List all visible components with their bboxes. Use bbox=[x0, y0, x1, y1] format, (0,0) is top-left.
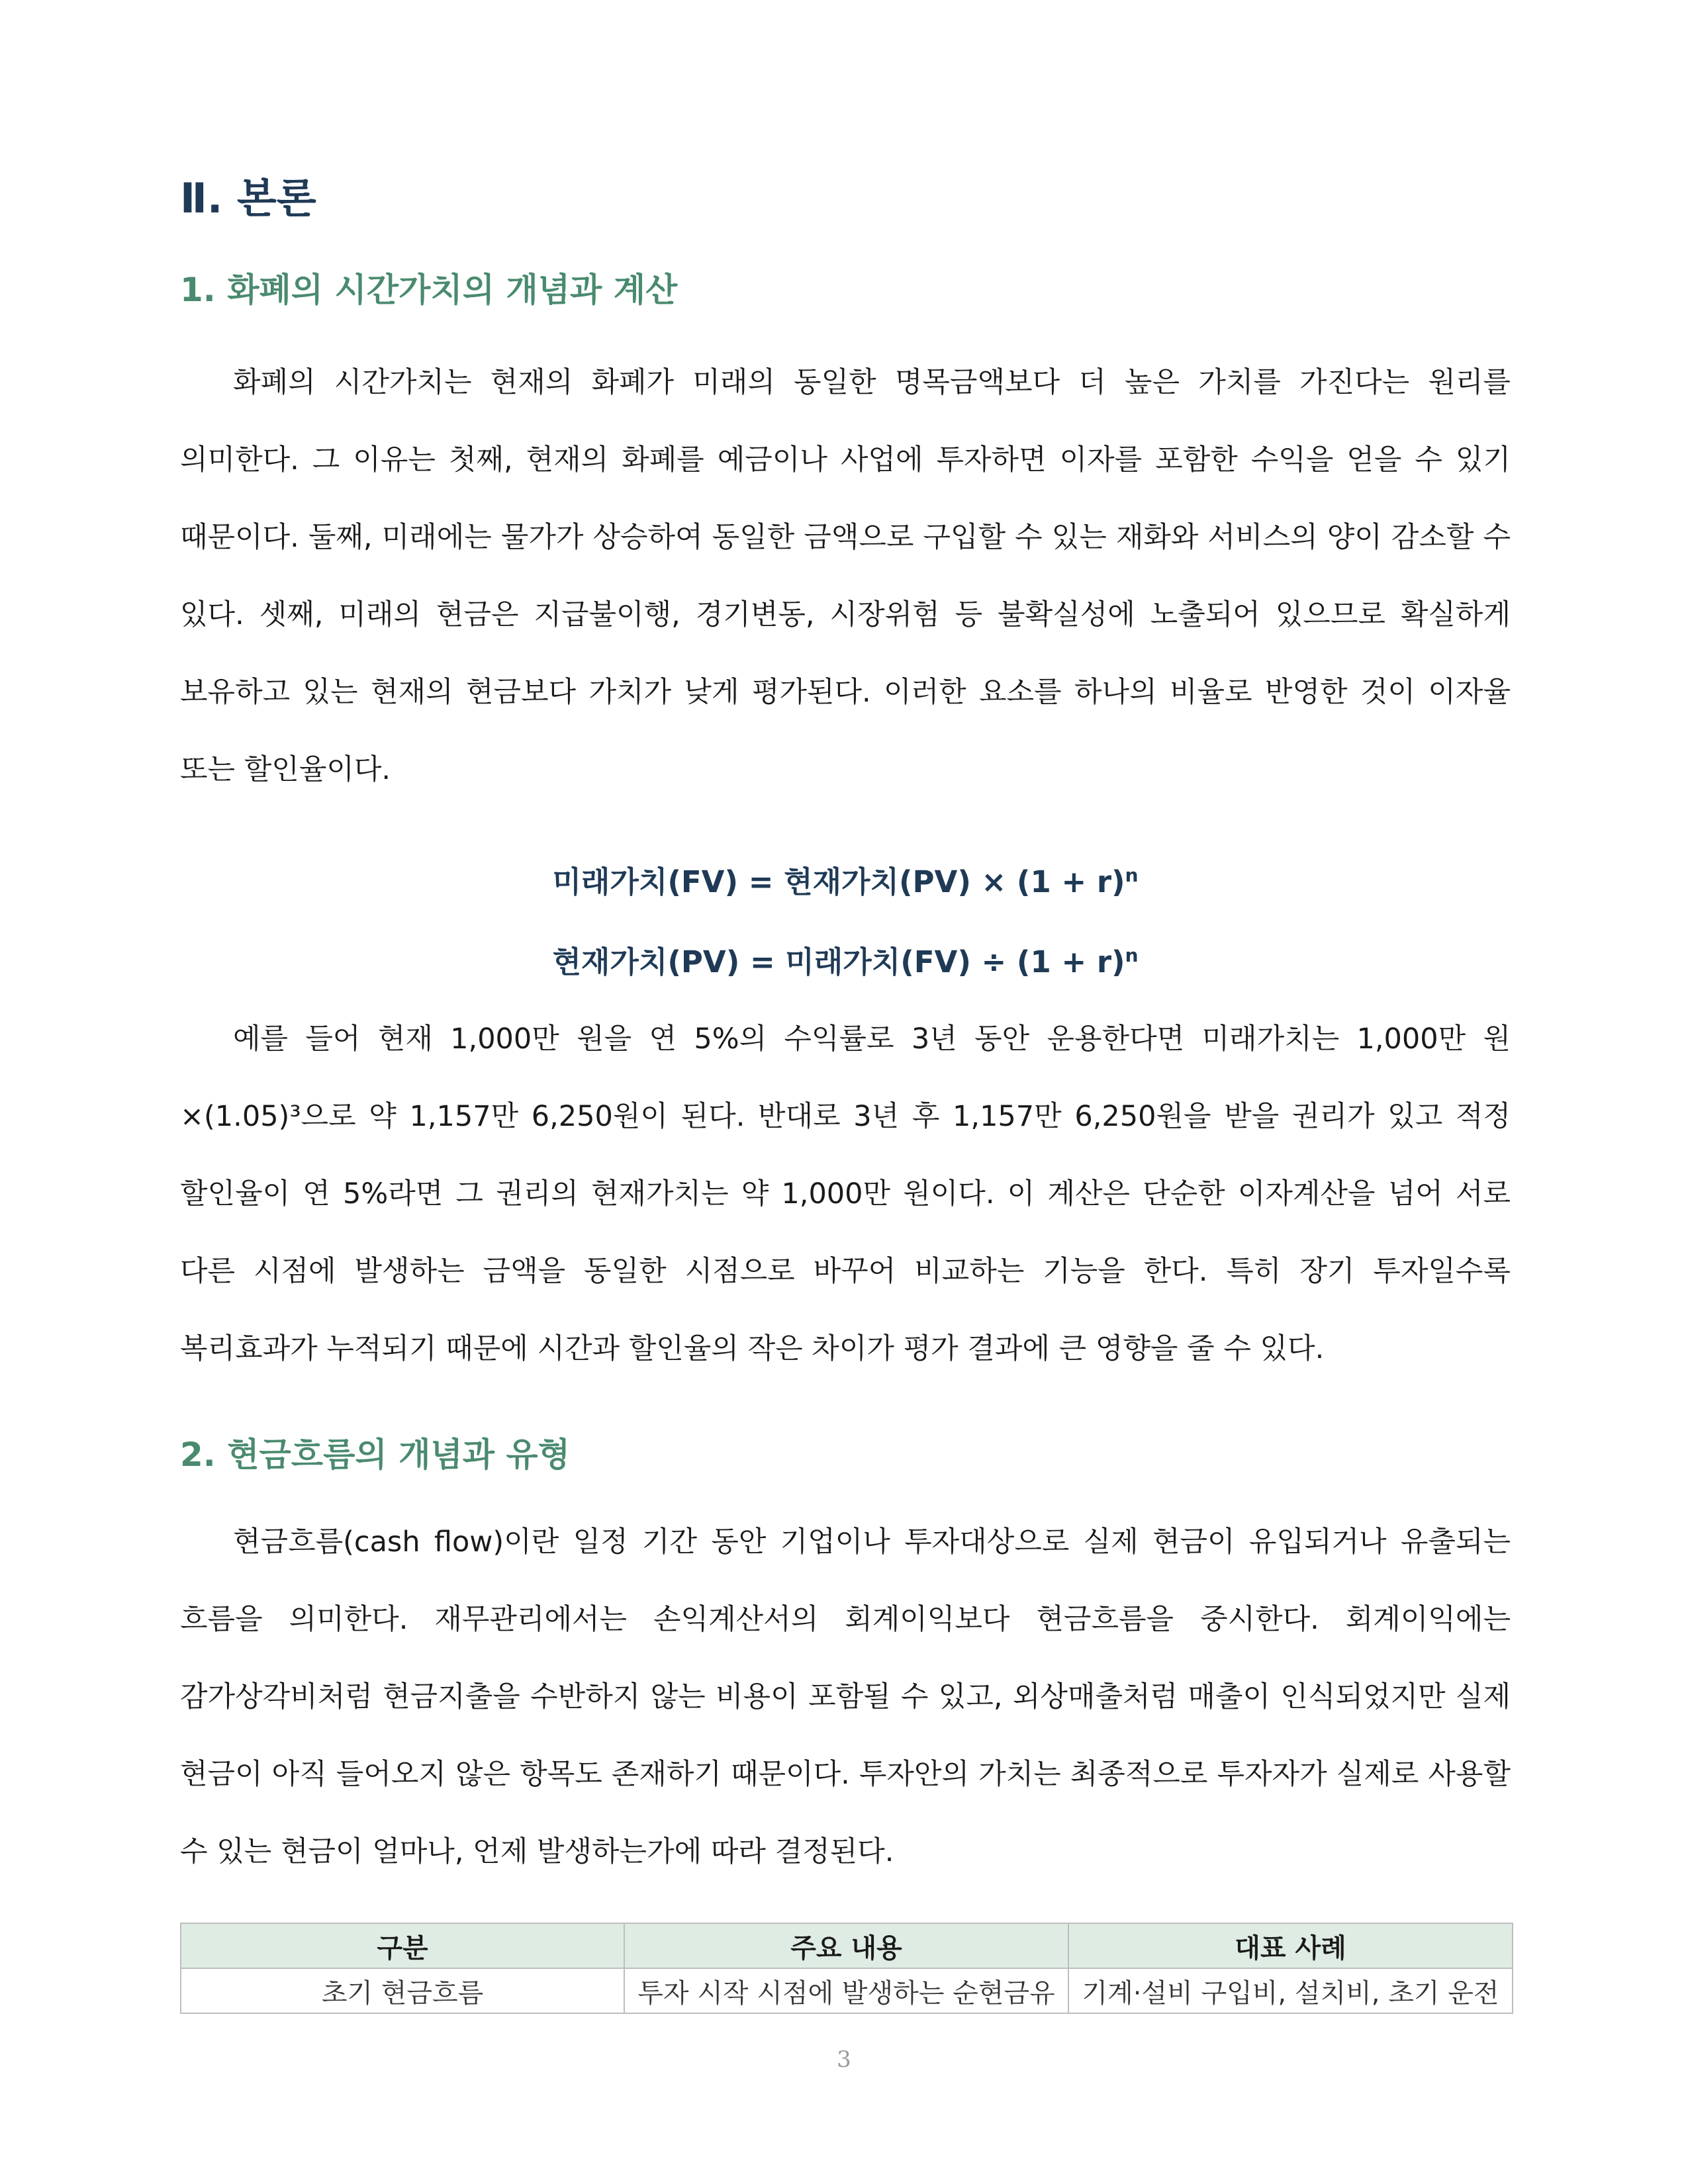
formula-present-value-text: 현재가치(PV) = 미래가치(FV) ÷ (1 + r) bbox=[552, 944, 1125, 979]
formula-future-value-text: 미래가치(FV) = 현재가치(PV) × (1 + r) bbox=[552, 864, 1125, 899]
table-cell-example: 기계·설비 구입비, 설치비, 초기 운전 bbox=[1068, 1968, 1513, 2013]
table-cell-category: 초기 현금흐름 bbox=[181, 1968, 624, 2013]
table-header-content: 주요 내용 bbox=[624, 1923, 1068, 1968]
main-heading: Ⅱ. 본론 bbox=[180, 174, 316, 222]
section2-paragraph-1: 현금흐름(cash flow)이란 일정 기간 동안 기업이나 투자대상으로 실제 현금이 유입되거나 유출되는 흐름을 의미한다. 재무관리에서는 손익계산서의 회계이익보다 현금흐름을 중시한다. 회계이익에는 감가상각비처럼 현금지출을 수반하지 않는 비용이 포함될 수 있고, 외상매출처럼 매출이 인식되었지만 실제 현금이 아직 들어오지 않은 항목도 존재하기 때문이다. 투자안의 가치는 최종적으로 투자자가 실제로 사용할 수 있는 현금이 얼마나, 언제 발생하는가에 따라 결정된다. bbox=[180, 1525, 1511, 1868]
formula-future-value bbox=[180, 849, 1511, 909]
section1-paragraph-2: 예를 들어 현재 1,000만 원을 연 5%의 수익률로 3년 동안 운용한다면 미래가치는 1,000만 원×(1.05)³으로 약 1,157만 6,250원이 된다. 반대로 3년 후 1,157만 6,250원을 받을 권리가 있고 적정 할인율이 연 5%라면 그 권리의 현재가치는 약 1,000만 원이다. 이 계산은 단순한 이자계산을 넘어 서로 다른 시점에 발생하는 금액을 동일한 시점으로 바꾸어 비교하는 기능을 한다. 특히 장기 투자일수록 복리효과가 누적되기 때문에 시간과 할인율의 작은 차이가 평가 결과에 큰 영향을 줄 수 있다. bbox=[180, 1023, 1511, 1365]
section1-heading: 1. 화폐의 시간가치의 개념과 계산 bbox=[180, 271, 678, 309]
formula-future-value-exponent: n bbox=[1125, 864, 1139, 886]
page-number: 3 bbox=[837, 2046, 851, 2073]
table-header-category: 구분 bbox=[181, 1923, 624, 1968]
formula-present-value bbox=[180, 929, 1511, 989]
section1-paragraph-1: 화폐의 시간가치는 현재의 화폐가 미래의 동일한 명목금액보다 더 높은 가치를 가진다는 원리를 의미한다. 그 이유는 첫째, 현재의 화폐를 예금이나 사업에 투자하면 이자를 포함한 수익을 얻을 수 있기 때문이다. 둘째, 미래에는 물가가 상승하여 동일한 금액으로 구입할 수 있는 재화와 서비스의 양이 감소할 수 있다. 셋째, 미래의 현금은 지급불이행, 경기변동, 시장위험 등 불확실성에 노출되어 있으므로 확실하게 보유하고 있는 현재의 현금보다 가치가 낮게 평가된다. 이러한 요소를 하나의 비율로 반영한 것이 이자율 또는 할인율이다. bbox=[180, 366, 1511, 786]
table-cell-content: 투자 시작 시점에 발생하는 순현금유 bbox=[624, 1968, 1068, 2013]
table-header-row bbox=[181, 1923, 1513, 1968]
formula-present-value-exponent: n bbox=[1125, 944, 1139, 966]
section2-heading: 2. 현금흐름의 개념과 유형 bbox=[180, 1435, 571, 1474]
table-row bbox=[181, 1968, 1513, 2013]
cashflow-types-table bbox=[180, 1923, 1513, 2014]
table-header-example: 대표 사례 bbox=[1068, 1923, 1513, 1968]
